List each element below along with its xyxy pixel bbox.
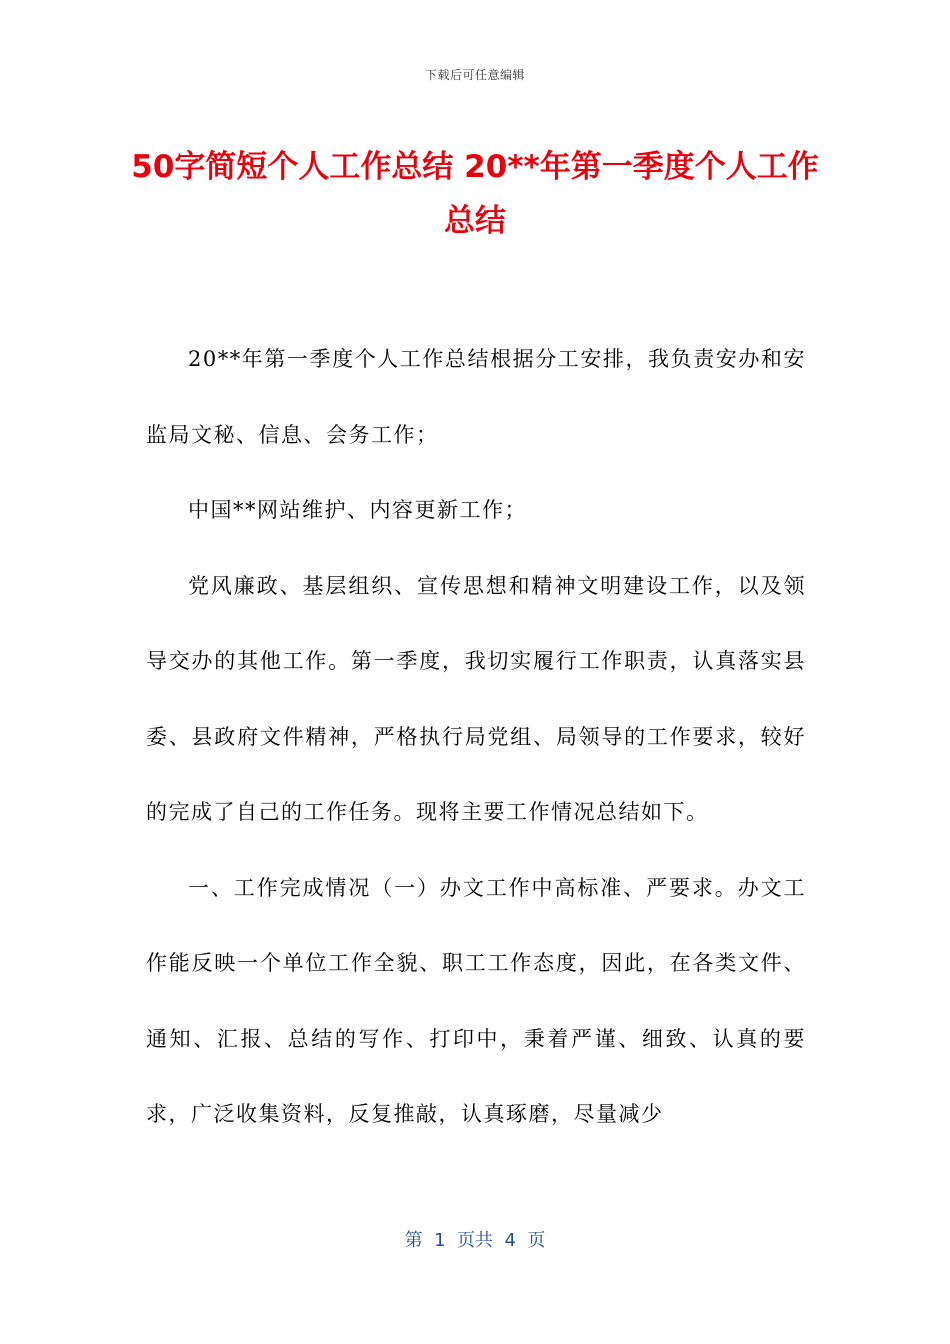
paragraph: 一、工作完成情况（一）办文工作中高标准、严要求。办文工作能反映一个单位工作全貌、职工工作态度，因此，在各类文件、通知、汇报、总结的写作、打印中，秉着严谨、细致、认真的要求，广泛收集资料，反复推敲，认真琢磨，尽量减少 <box>146 875 806 1126</box>
document-title: 50字简短个人工作总结 20**年第一季度个人工作总结 <box>131 149 819 239</box>
paragraph: 党风廉政、基层组织、宣传思想和精神文明建设工作，以及领导交办的其他工作。第一季度，我切实履行工作职责，认真落实县委、县政府文件精神，严格执行局党组、局领导的工作要求，较好的完成了自己的工作任务。现将主要工作情况总结如下。 <box>146 573 806 824</box>
paragraph: 中国**网站维护、内容更新工作； <box>188 498 527 522</box>
document-body <box>146 322 806 1153</box>
page-number-footer: 第 1 页共 4 页 <box>404 1230 546 1251</box>
paragraph: 20**年第一季度个人工作总结根据分工安排，我负责安办和安监局文秘、信息、会务工作； <box>146 347 806 447</box>
page-header-note: 下载后可任意编辑 <box>424 68 525 82</box>
